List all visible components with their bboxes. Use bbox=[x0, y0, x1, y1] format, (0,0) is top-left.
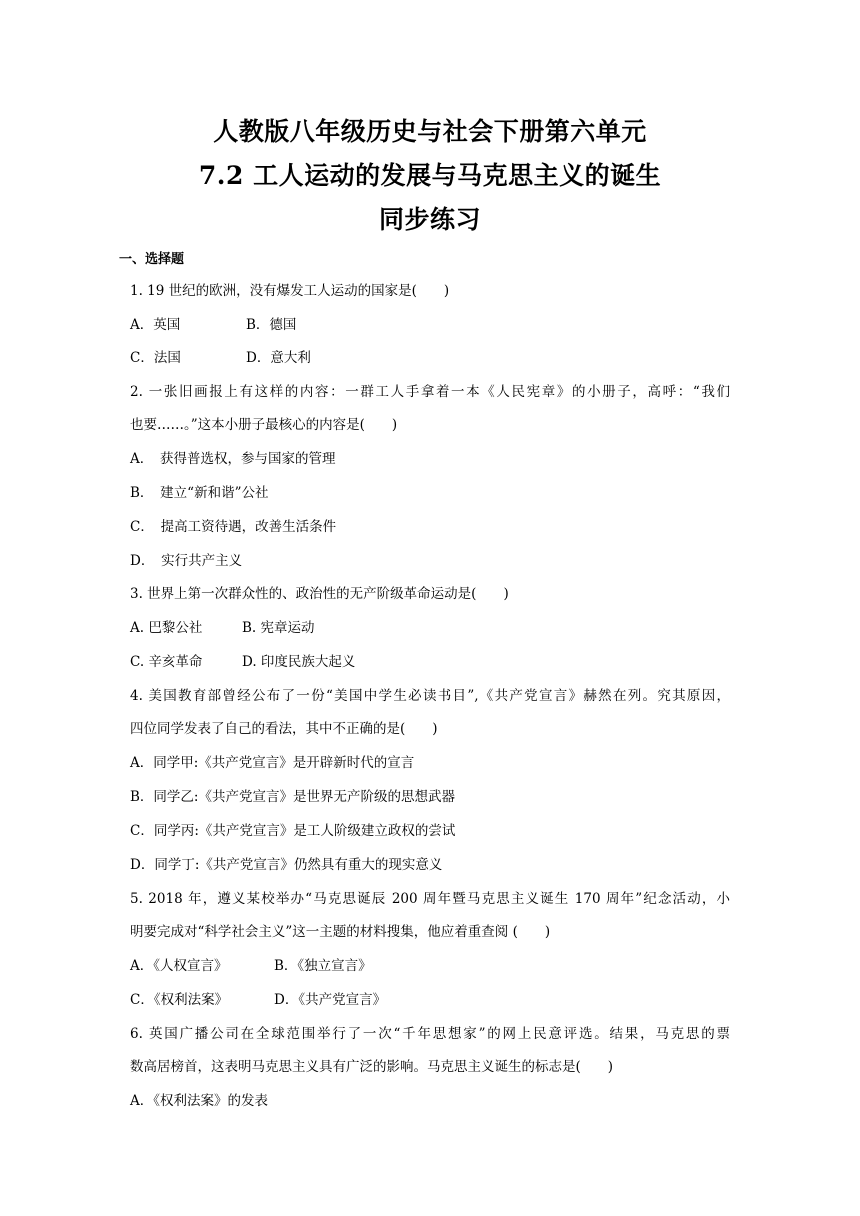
question-2-option-b: B． 建立“新和谐”公社 bbox=[130, 485, 269, 501]
question-5-stem-line-2: 明要完成对“科学社会主义”这一主题的材料搜集，他应着重查阅 ( ) bbox=[130, 924, 551, 940]
question-4-option-d: D．同学丁:《共产党宣言》仍然具有重大的现实意义 bbox=[130, 857, 443, 873]
question-2-stem-line-1: 2. 一张旧画报上有这样的内容：一群工人手拿着一本《人民宪章》的小册子，高呼：“我们 bbox=[130, 384, 730, 400]
question-3-options-row-2 bbox=[130, 653, 355, 671]
question-6-stem-line-2: 数高居榜首，这表明马克思主义具有广泛的影响。马克思主义诞生的标志是( ) bbox=[130, 1059, 614, 1075]
question-4-option-c: C．同学丙:《共产党宣言》是工人阶级建立政权的尝试 bbox=[130, 823, 456, 839]
question-6-stem-line-1: 6. 英国广播公司在全球范围举行了一次“千年思想家”的网上民意评选。结果，马克思的票 bbox=[130, 1026, 730, 1042]
question-3-options-row-1 bbox=[130, 619, 315, 637]
section-heading: 一、选择题 bbox=[119, 252, 185, 267]
question-5-stem-line-1: 5. 2018 年，遵义某校举办“马克思诞辰 200 周年暨马克思主义诞生 170 周年”纪念活动，小 bbox=[130, 891, 730, 907]
question-1-option-b: B．德国 bbox=[246, 317, 297, 333]
question-1-option-c: C．法国 bbox=[130, 350, 181, 366]
question-4-option-a: A．同学甲:《共产党宣言》是开辟新时代的宣言 bbox=[130, 755, 415, 771]
document-title-line-1: 人教版八年级历史与社会下册第六单元 bbox=[213, 117, 647, 146]
document-title-line-3: 同步练习 bbox=[378, 205, 481, 234]
question-2-option-d: D． 实行共产主义 bbox=[130, 553, 243, 569]
question-4-stem-line-2: 四位同学发表了自己的看法，其中不正确的是( ) bbox=[130, 721, 438, 737]
question-5-options-row-1 bbox=[130, 957, 372, 975]
question-3-option-c: C. 辛亥革命 bbox=[130, 654, 203, 670]
question-3-option-b: B. 宪章运动 bbox=[242, 620, 315, 636]
question-2-option-a: A． 获得普选权，参与国家的管理 bbox=[130, 451, 336, 467]
question-3-stem: 3. 世界上第一次群众性的、政治性的无产阶级革命运动是( ) bbox=[130, 586, 509, 602]
question-5-option-a: A．《人权宣言》 bbox=[130, 958, 228, 974]
question-1-options-row-2 bbox=[130, 349, 311, 367]
question-5-option-d: D．《共产党宣言》 bbox=[274, 992, 387, 1008]
question-5-option-b: B．《独立宣言》 bbox=[274, 958, 372, 974]
question-4-stem-line-1: 4. 美国教育部曾经公布了一份“美国中学生必读书目”,《共产党宣言》赫然在列。究其原因， bbox=[130, 688, 730, 704]
question-6-option-a: A．《权利法案》的发表 bbox=[130, 1093, 268, 1109]
question-5-option-c: C．《权利法案》 bbox=[130, 992, 229, 1008]
question-3-option-d: D. 印度民族大起义 bbox=[242, 654, 356, 670]
question-5-options-row-2 bbox=[130, 991, 386, 1009]
question-1-stem: 1. 19 世纪的欧洲，没有爆发工人运动的国家是( ) bbox=[130, 283, 450, 299]
question-1-option-d: D．意大利 bbox=[246, 350, 311, 366]
question-4-option-b: B．同学乙:《共产党宣言》是世界无产阶级的思想武器 bbox=[130, 789, 455, 805]
question-1-options-row-1 bbox=[130, 316, 296, 334]
question-1-option-a: A．英国 bbox=[130, 317, 181, 333]
question-3-option-a: A. 巴黎公社 bbox=[130, 620, 203, 636]
document-title-line-2: 7.2 工人运动的发展与马克思主义的诞生 bbox=[198, 161, 662, 190]
question-2-stem-line-2: 也要……。”这本小册子最核心的内容是( ) bbox=[130, 417, 398, 433]
question-2-option-c: C． 提高工资待遇，改善生活条件 bbox=[130, 519, 337, 535]
